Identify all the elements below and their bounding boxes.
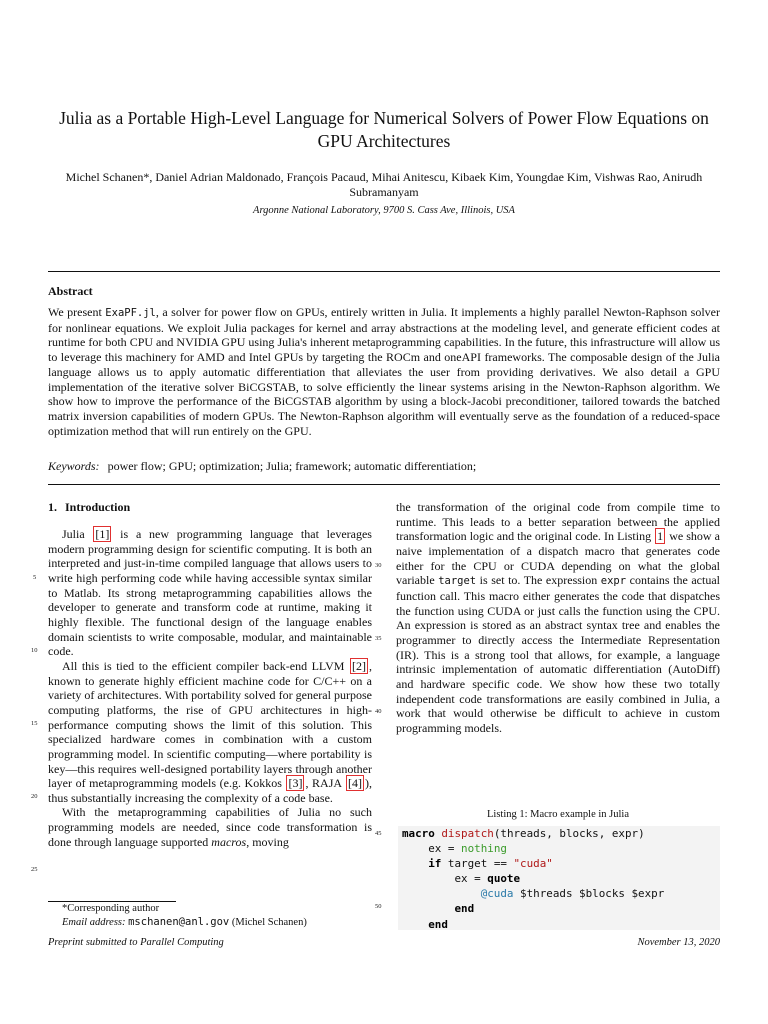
section-title: Introduction [65,500,131,514]
intro-paragraph-2 [48,659,372,806]
code-keyword: if [428,857,442,871]
abstract-text: We present [48,305,106,319]
text: With the metaprogramming capabilities of Julia no such programming models are needed, since code transformation is done through language supported [48,805,372,849]
text: ), thus substantially increasing the complexity of a code base. [48,776,372,805]
code-function-name: dispatch [441,827,494,840]
code-text: ex = [428,842,462,856]
code-listing [402,826,664,932]
inline-code: expr [600,575,627,588]
abstract-paragraph [48,305,720,438]
line-number: 45 [375,830,382,837]
line-number: 25 [31,866,38,873]
abstract-text-rest: , a solver for power flow on GPUs, entirely written in Julia. It implements a highly parallel Newton-Raphson solver for nonlinear equations. We exploit Julia packages for kernel and array abstractions at the modeling level, and generate efficient codes at runtime for both CPU and NVIDIA GPU using Julia's inherent metaprogramming capabilities. In the future, this infrastructure will allow us to leverage this machinery for AMD and Intel GPUs by targeting the ROCm and oneAPI frameworks. The composable design of the Julia language allows us to apply automatic differentiation that alleviates the user from providing derivatives. We also detail a GPU implementation of the iterative solver BiCGSTAB, to solve efficiently the linear systems arising in the Newton-Raphson algorithm. We show how to improve the performance of the BiCGSTAB algorithm by using a block-Jacobi preconditioner, tailored towards the batched matrix inversion capabilities of modern GPUs. The Newton-Raphson algorithm will eventually serve as the foundation of a reduced-space optimization method that will run entirely on the GPU. [48,305,720,438]
section-heading [48,500,130,515]
code-line [402,917,664,932]
line-number: 10 [31,647,38,654]
intro-paragraph-3 [48,805,372,849]
inline-code: target [438,575,477,588]
code-text: target == [441,857,514,871]
keywords [48,459,720,474]
line-number: 20 [31,793,38,800]
text: the transformation of the original code from compile time to runtime. This leads to a better separation between the applied transformation logic and the original code. In Listing [396,500,720,544]
abstract-heading: Abstract [48,284,93,298]
keywords-label: Keywords: [48,459,100,473]
text: contains the actual function call. This macro either generates the code that dispatches the function using CUDA or just calls the function using the CPU. An expression is stored as an abstract syntax tree and enables the programmer to directly access the Intermediate Representation (IR). This is a strong tool that allows, for example, a language intrinsic implementation of automatic differentiation (AutoDiff) and hardware specific code. We show how these two totally independent code transformations are easily combined in Julia, a work that would otherwise be difficult to achieve in custom programming models. [396,573,720,735]
code-line [402,856,664,871]
citation-link[interactable]: [3] [288,776,303,791]
code-line [402,841,664,856]
abstract-bottom-rule [48,484,720,485]
section-number: 1. [48,500,57,514]
footnote-email-label: Email address: [62,916,126,928]
footnote [48,903,307,929]
text: we show a naive implementation of a dispatch macro that generates code either for the CPU or CUDA depending on what the global variable [396,529,720,588]
code-text: $threads $blocks $expr [513,887,665,901]
keywords-text: power flow; GPU; optimization; Julia; framework; automatic differentiation; [107,459,477,473]
footnote-rule [48,901,176,902]
citation-link[interactable]: [2] [352,658,366,673]
affiliation: Argonne National Laboratory, 9700 S. Cass Ave, Illinois, USA [253,205,515,216]
line-number: 40 [375,708,382,715]
text: is set to. The expression [476,573,601,588]
intro-paragraph-1 [48,527,372,659]
paper-title: Julia as a Portable High-Level Language for Numerical Solvers of Power Flow Equations on GPU Architectures [59,108,709,151]
text: is a new programming language that leverages modern programming design for scientific computing. It is both an interpreted and just-in-time compiled language that allows users to write high performing code while having accessible syntax similar to Matlab. Its strong metaprogramming capabilities allows the developer to generate and transform code at runtime, making it highly flexible. The functional design of the language enables domain scientists to write composable, modular, and maintainable code. [48,527,372,659]
text: , moving [246,834,289,849]
footnote-email-line [48,916,307,930]
text: , known to generate highly efficient machine code for C/C++ on a variety of architectures. With portability solved for general purpose computing platforms, the rise of GPU architectures in high-performance computing shows the limit of this solution. This specialized hardware comes in combination with a custom programming model. In scientific computing—where portability is key—this requires well-designed portability layers through another layer of metaprogramming models (e.g. Kokkos [48,658,372,791]
intro-paragraph-continued [396,500,720,736]
line-number: 5 [33,574,37,581]
footnote-author-name: (Michel Schanen) [229,916,307,928]
line-number: 15 [31,720,38,727]
left-column [48,527,372,849]
author-list: Michel Schanen*, Daniel Adrian Maldonado, François Pacaud, Mihai Anitescu, Kibaek Kim, Youngdae Kim, Vishwas Rao, Anirudh Subramanyam [65,170,703,199]
abstract-package-name: ExaPF.jl [105,307,156,319]
line-number: 50 [375,903,382,910]
code-keyword: macro [402,827,435,840]
code-text: (threads, blocks, expr) [493,827,645,840]
code-keyword: end [428,917,448,931]
citation-link[interactable]: [1] [95,527,110,541]
code-line [402,871,664,886]
line-number: 30 [375,562,382,569]
code-text: ex = [454,872,488,886]
email-link[interactable]: mschanen@anl.gov [128,915,230,928]
code-keyword: end [454,902,475,916]
listing-caption: Listing 1: Macro example in Julia [486,809,629,820]
code-keyword: quote [487,872,521,886]
citation-link[interactable]: [4] [348,776,362,791]
footer-date: November 13, 2020 [637,937,720,948]
text: All this is tied to the efficient compiler back-end LLVM [62,658,349,673]
listing-link[interactable]: 1 [657,529,664,544]
code-line [402,901,664,916]
abstract-top-rule [48,271,720,272]
text: Julia [62,527,93,541]
code-string: "cuda" [513,857,553,871]
code-line [402,886,664,901]
code-literal: nothing [461,842,507,856]
footer-left: Preprint submitted to Parallel Computing [48,937,224,948]
code-line [402,826,664,841]
abstract-body [48,305,720,438]
footnote-corresponding: *Corresponding author [62,903,160,914]
line-number: 35 [375,635,382,642]
emphasis: macros [211,834,247,849]
code-macro: @cuda [480,887,514,901]
text: , RAJA [305,776,345,791]
right-column [396,500,720,736]
